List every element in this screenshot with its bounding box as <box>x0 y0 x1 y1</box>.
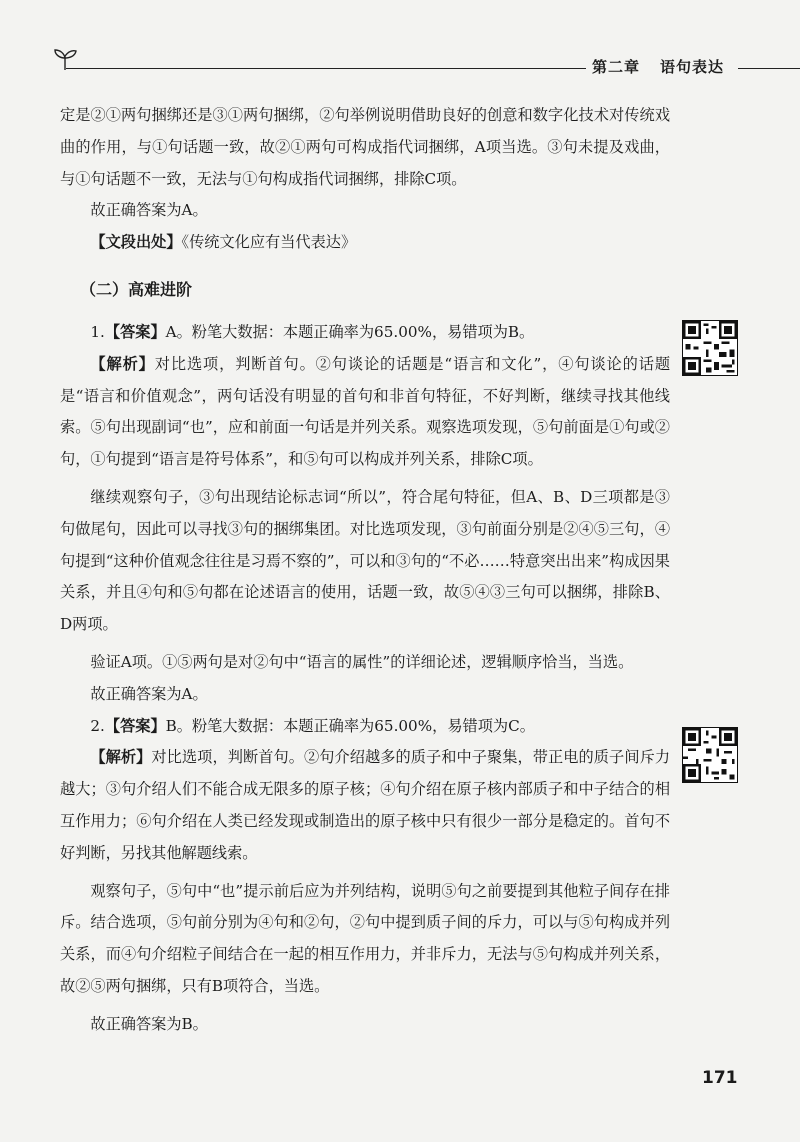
q1-analysis-label: 【解析】 <box>90 354 155 373</box>
q1-conclusion: 故正确答案为A。 <box>90 684 208 703</box>
q1-answer-text: A。粉笔大数据：本题正确率为65.00%，易错项为B。 <box>165 322 535 341</box>
q2-answer-line <box>60 711 670 743</box>
q2-number: 2. <box>90 716 105 735</box>
q1-analysis <box>60 349 670 476</box>
header-rule-right <box>738 68 800 69</box>
page-body <box>60 100 670 1041</box>
q1-analysis-text: 对比选项，判断首句。②句谈论的话题是“语言和文化”，④句谈论的话题是“语言和价值观念”，两句话没有明显的首句和非首句特征，不好判断，继续寻找其他线索。⑤句出现副词“也”，应和前面一句话是并列关系。观察选项发现，⑤句前面是①句或②句，①句提到“语言是符号体系”，和⑤句可以构成并列关系，排除C项。 <box>60 354 671 469</box>
page-number: 171 <box>702 1068 738 1088</box>
q2-answer-text: B。粉笔大数据：本题正确率为65.00%，易错项为C。 <box>165 716 535 735</box>
source-label: 【文段出处】 <box>90 233 182 252</box>
q1-paragraph-3: 验证A项。①⑤两句是对②句中“语言的属性”的详细论述，逻辑顺序恰当，当选。 <box>90 652 634 671</box>
q2-analysis <box>60 742 670 869</box>
chapter-label: 第二章 <box>592 58 641 76</box>
q2-analysis-label: 【解析】 <box>90 748 152 767</box>
q2-conclusion: 故正确答案为B。 <box>90 1014 208 1033</box>
q1-answer-line <box>60 317 670 349</box>
answer-conclusion: 故正确答案为A。 <box>90 201 208 220</box>
q1-answer-label: 【答案】 <box>104 322 166 341</box>
q2-answer-label: 【答案】 <box>104 716 166 735</box>
chapter-title: 语句表达 <box>660 58 725 76</box>
qr-code-icon[interactable] <box>682 727 738 783</box>
section-heading: （二）高难进阶 <box>80 279 193 299</box>
qr-code-icon[interactable] <box>682 320 738 376</box>
q2-paragraph-2: 观察句子，⑤句中“也”提示前后应为并列结构，说明⑤句之前要提到其他粒子间存在排斥。结合选项，⑤句前分别为④句和②句，②句中提到质子间的斥力，可以与⑤句构成并列关系，而④句介绍粒子间结合在一起的相互作用力，并非斥力，无法与⑤句构成并列关系，故②⑤两句捆绑，只有B项符合，当选。 <box>60 881 670 995</box>
source-text: 《传统文化应有当代表达》 <box>181 233 357 252</box>
q1-paragraph-2: 继续观察句子，③句出现结论标志词“所以”，符合尾句特征，但A、B、D三项都是③句做尾句，因此可以寻找③句的捆绑集团。对比选项发现，③句前面分别是②④⑤三句，④句提到“这种价值观念往往是习焉不察的”，可以和③句的“不必……特意突出出来”构成因果关系，并且④句和⑤句都在论述语言的使用，话题一致，故⑤④③三句可以捆绑，排除B、D两项。 <box>60 487 670 634</box>
source-line <box>60 227 670 259</box>
q2-analysis-text: 对比选项，判断首句。②句介绍越多的质子和中子聚集，带正电的质子间斥力越大；③句介绍人们不能合成无限多的原子核；④句介绍在原子核内部质子和中子结合的相互作用力；⑥句介绍在人类已经发现或制造出的原子核中只有很少一部分是稳定的。首句不好判断，另找其他解题线索。 <box>60 748 671 862</box>
q1-number: 1. <box>90 322 105 341</box>
paragraph-continued: 定是②①两句捆绑还是③①两句捆绑，②句举例说明借助良好的创意和数字化技术对传统戏曲的作用，与①句话题一致，故②①两句可构成指代词捆绑，A项当选。③句未提及戏曲，与①句话题不一致，无法与①句构成指代词捆绑，排除C项。 <box>60 106 670 188</box>
page-header <box>0 40 800 80</box>
header-rule-left <box>66 68 586 69</box>
